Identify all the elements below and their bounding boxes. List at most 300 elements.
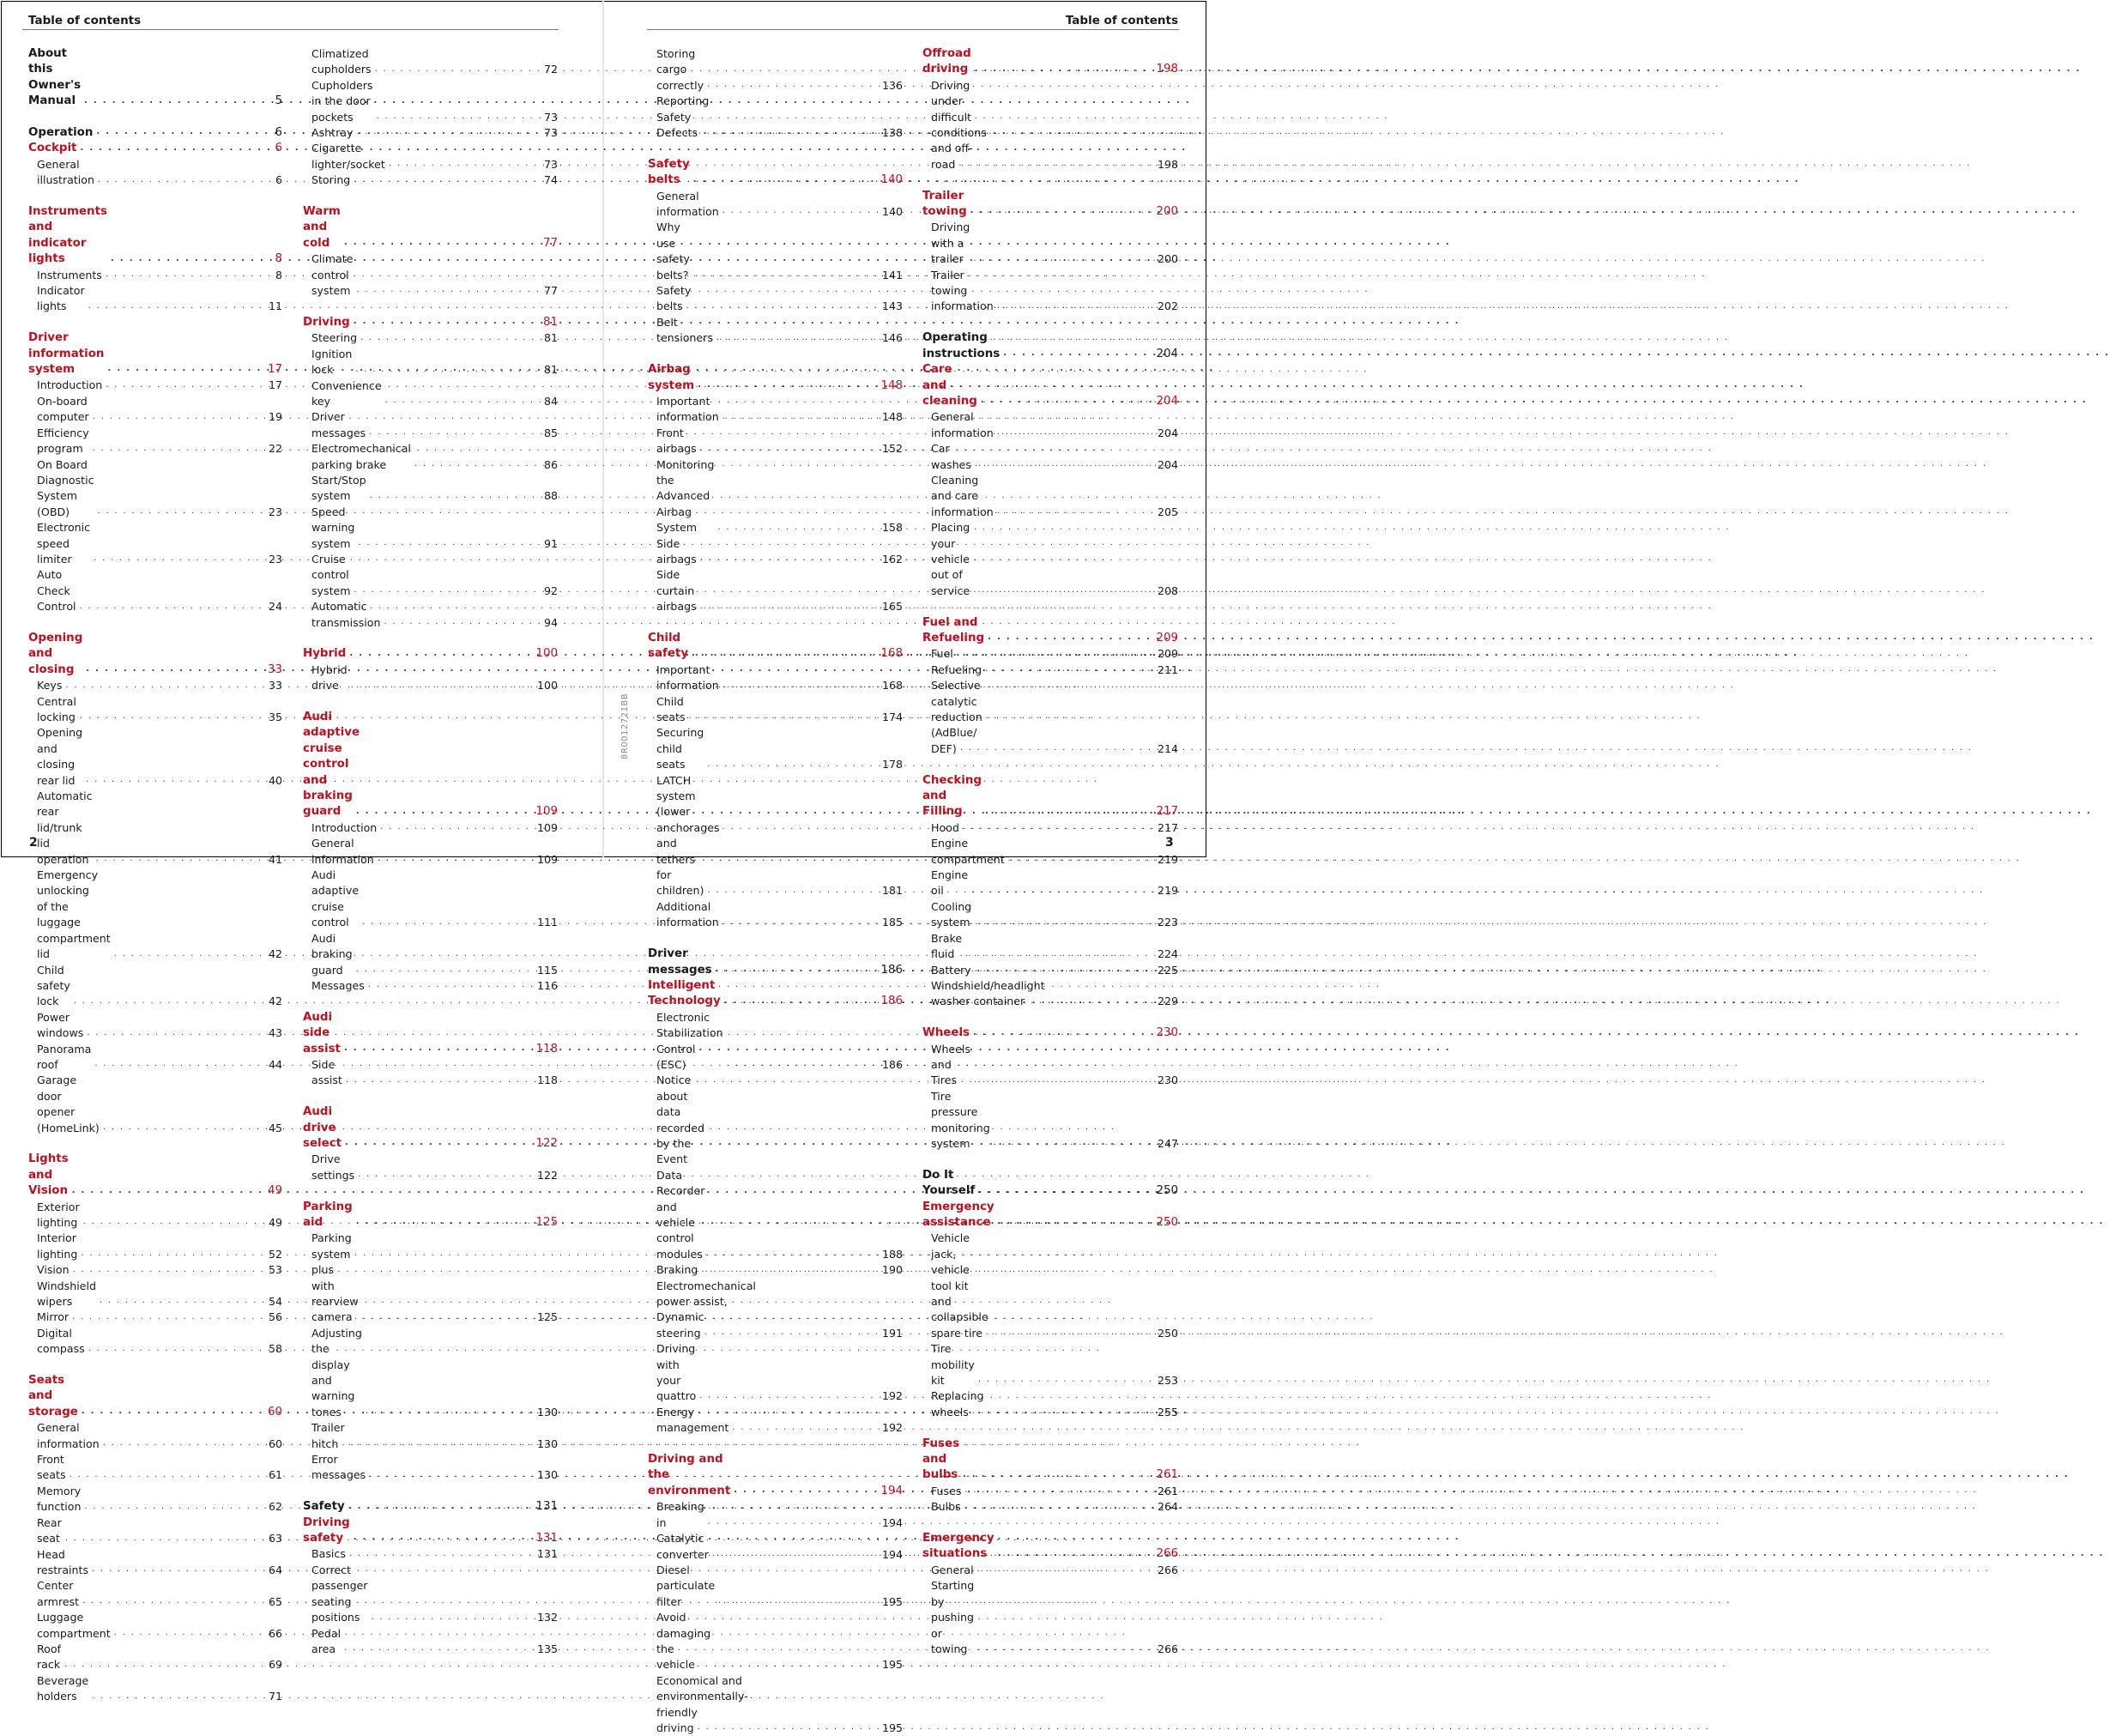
toc-page-number: 186 <box>880 995 903 1008</box>
toc-entry[interactable] <box>922 963 1178 978</box>
toc-page-number: 247 <box>1157 1136 1178 1150</box>
toc-entry[interactable] <box>303 473 558 505</box>
dot-leader <box>114 949 250 959</box>
toc-entry[interactable] <box>648 394 903 426</box>
toc-page-number: 250 <box>1156 1215 1178 1229</box>
dot-leader <box>73 1265 250 1275</box>
toc-entry-title: On Board Diagnostic System (OBD) <box>37 457 94 518</box>
toc-page-number: 6 <box>275 126 282 140</box>
dot-leader <box>1003 348 1146 359</box>
toc-chapter-heading[interactable] <box>28 330 282 378</box>
toc-page-number: 130 <box>536 1405 558 1418</box>
toc-page-number: 168 <box>880 647 903 661</box>
toc-entry[interactable] <box>303 441 558 473</box>
toc-spacer <box>648 141 903 156</box>
toc-entry[interactable] <box>28 378 282 393</box>
toc-entry[interactable] <box>648 220 903 283</box>
toc-part-heading[interactable] <box>303 1499 558 1515</box>
toc-entry[interactable] <box>303 552 558 599</box>
toc-entry[interactable] <box>28 1547 282 1579</box>
toc-page-number: 194 <box>880 1484 903 1497</box>
toc-entry[interactable] <box>922 1388 1178 1420</box>
toc-entry-title: Climatized cupholders <box>311 47 372 76</box>
toc-part-heading[interactable] <box>922 330 1178 362</box>
toc-page-number: 41 <box>268 852 282 866</box>
toc-page-number: 223 <box>1157 916 1178 929</box>
toc-entry[interactable] <box>648 1326 903 1341</box>
toc-entry[interactable] <box>922 1563 1178 1578</box>
toc-entry-title: Car washes <box>931 442 971 471</box>
toc-page-number: 71 <box>268 1690 282 1703</box>
toc-entry-title: General information <box>311 837 374 866</box>
toc-entry[interactable] <box>922 1089 1178 1152</box>
dot-leader <box>88 301 250 312</box>
toc-entry[interactable] <box>922 836 1178 868</box>
toc-entry[interactable] <box>28 268 282 283</box>
toc-entry[interactable] <box>648 1247 903 1262</box>
toc-page-number: 168 <box>881 679 903 693</box>
toc-entry[interactable] <box>28 1042 282 1074</box>
toc-entry[interactable] <box>922 409 1178 441</box>
toc-entry[interactable] <box>28 694 282 726</box>
toc-entry[interactable] <box>648 1279 903 1326</box>
toc-page-number: 66 <box>268 1626 282 1640</box>
toc-entry[interactable] <box>648 536 903 568</box>
toc-entry[interactable] <box>28 1200 282 1231</box>
toc-entry[interactable] <box>28 931 282 963</box>
dot-leader <box>348 1438 525 1449</box>
dot-leader <box>375 64 525 75</box>
toc-entry[interactable] <box>648 1531 903 1563</box>
toc-entry[interactable] <box>303 1546 558 1562</box>
toc-entry-title: Care and cleaning <box>922 363 977 408</box>
toc-entry[interactable] <box>28 394 282 426</box>
right-page-header: Table of contents <box>1065 14 1178 27</box>
dot-leader <box>724 996 870 1007</box>
toc-entry[interactable] <box>648 694 903 726</box>
toc-part-heading[interactable] <box>648 947 903 978</box>
toc-entry[interactable] <box>648 1563 903 1610</box>
toc-entry-title: Exterior lighting <box>37 1200 80 1229</box>
toc-entry-title: Safety <box>303 1500 345 1514</box>
toc-entry[interactable] <box>28 678 282 693</box>
toc-entry[interactable] <box>648 46 903 94</box>
toc-entry[interactable] <box>648 567 903 614</box>
dot-leader <box>93 412 250 422</box>
toc-entry[interactable] <box>648 315 903 347</box>
toc-chapter-heading[interactable] <box>922 1200 1178 1231</box>
toc-entry[interactable] <box>922 520 1178 599</box>
dot-leader <box>998 1549 1146 1559</box>
toc-entry-title: Fuel and Refueling <box>922 615 985 644</box>
toc-page-number: 224 <box>1157 947 1178 961</box>
toc-entry[interactable] <box>648 1610 903 1673</box>
toc-entry[interactable] <box>922 1341 1178 1388</box>
toc-page-number: 109 <box>536 820 558 834</box>
toc-entry-title: Windshield wipers <box>37 1279 96 1309</box>
toc-entry-title: Roof rack <box>37 1642 62 1672</box>
toc-entry[interactable] <box>922 741 1178 757</box>
toc-chapter-heading[interactable] <box>922 1025 1178 1041</box>
toc-entry[interactable] <box>648 189 903 221</box>
toc-entry[interactable] <box>28 963 282 1010</box>
toc-page-number: 195 <box>881 1594 903 1608</box>
toc-entry[interactable] <box>303 1563 558 1626</box>
dot-leader <box>72 1312 250 1322</box>
toc-entry-title: General illustration <box>37 157 94 187</box>
toc-entry[interactable] <box>28 1262 282 1278</box>
dot-leader <box>716 965 870 975</box>
toc-entry[interactable] <box>648 283 903 315</box>
toc-entry[interactable] <box>28 457 282 521</box>
toc-page-number: 100 <box>535 647 558 661</box>
toc-entry[interactable] <box>28 283 282 315</box>
toc-entry[interactable] <box>28 157 282 189</box>
toc-page-number: 56 <box>268 1310 282 1324</box>
toc-entry[interactable] <box>303 141 558 172</box>
toc-entry[interactable] <box>28 1452 282 1484</box>
dot-leader <box>346 1075 525 1086</box>
toc-entry[interactable] <box>303 662 558 694</box>
toc-spacer <box>648 931 903 947</box>
toc-chapter-heading[interactable] <box>303 1104 558 1152</box>
toc-entry[interactable] <box>303 125 558 141</box>
toc-page-number: 165 <box>881 600 903 614</box>
dot-leader <box>973 1028 1146 1038</box>
toc-entry[interactable] <box>28 1578 282 1610</box>
toc-entry-title: Storing <box>311 173 351 187</box>
toc-spacer <box>922 1010 1178 1025</box>
toc-entry[interactable] <box>922 1484 1178 1499</box>
toc-entry[interactable] <box>922 78 1178 157</box>
toc-chapter-heading[interactable] <box>28 1152 282 1199</box>
toc-entry[interactable] <box>303 409 558 441</box>
toc-entry[interactable] <box>648 1262 903 1278</box>
toc-entry[interactable] <box>648 1073 903 1167</box>
dot-leader <box>362 917 525 928</box>
toc-entry[interactable] <box>648 94 903 141</box>
toc-entry-title: Fuses and bulbs <box>922 1437 960 1482</box>
toc-entry-title: Electromechanical parking brake <box>311 442 411 471</box>
toc-page-number: 74 <box>543 173 558 187</box>
toc-part-heading[interactable] <box>28 46 282 110</box>
toc-entry[interactable] <box>922 662 1178 678</box>
toc-page-number: 209 <box>1157 647 1178 661</box>
toc-entry[interactable] <box>303 1452 558 1484</box>
toc-entry[interactable] <box>303 46 558 78</box>
dot-leader <box>356 807 525 817</box>
toc-entry-title: steering <box>656 1326 701 1340</box>
toc-spacer <box>922 1152 1178 1167</box>
toc-chapter-heading[interactable] <box>648 1452 903 1499</box>
toc-entry-title: Braking <box>656 1263 698 1277</box>
toc-entry[interactable] <box>922 1499 1178 1515</box>
toc-chapter-heading[interactable] <box>28 1373 282 1420</box>
toc-entry[interactable] <box>303 978 558 994</box>
toc-page-number: 6 <box>275 142 282 155</box>
toc-entry[interactable] <box>922 868 1178 899</box>
toc-entry[interactable] <box>648 899 903 931</box>
toc-entry[interactable] <box>648 1499 903 1531</box>
dot-leader <box>960 743 1146 753</box>
toc-entry[interactable] <box>648 662 903 694</box>
toc-entry-title: Beverage holders <box>37 1673 89 1703</box>
toc-entry[interactable] <box>303 505 558 552</box>
toc-spacer <box>28 110 282 125</box>
toc-entry[interactable] <box>28 520 282 567</box>
toc-entry-title: Electronic speed limiter <box>37 521 91 566</box>
toc-page-number: 174 <box>881 711 903 724</box>
toc-entry[interactable] <box>303 931 558 978</box>
toc-entry[interactable] <box>28 1642 282 1673</box>
toc-page-number: 141 <box>881 268 903 281</box>
toc-entry[interactable] <box>922 1310 1178 1341</box>
toc-entry[interactable] <box>303 820 558 836</box>
toc-entry-title: Mirror <box>37 1310 70 1324</box>
toc-entry-title: Safety belts <box>648 157 690 187</box>
toc-chapter-heading[interactable] <box>303 1200 558 1231</box>
toc-entry[interactable] <box>303 1057 558 1089</box>
toc-entry[interactable] <box>922 441 1178 473</box>
dot-leader <box>100 1296 250 1306</box>
toc-page-number: 195 <box>881 1658 903 1672</box>
toc-entry[interactable] <box>922 931 1178 963</box>
toc-entry-title: Center armrest <box>37 1579 80 1608</box>
dot-leader <box>80 143 250 154</box>
toc-entry[interactable] <box>303 599 558 631</box>
toc-entry-title: Driving safety <box>303 1515 350 1545</box>
toc-entry[interactable] <box>648 1010 903 1074</box>
toc-chapter-heading[interactable] <box>303 710 558 789</box>
toc-entry[interactable] <box>648 1405 903 1437</box>
toc-chapter-heading[interactable] <box>922 1531 1178 1563</box>
toc-page-number: 91 <box>543 536 558 550</box>
toc-chapter-heading[interactable] <box>303 204 558 251</box>
toc-entry[interactable] <box>303 78 558 125</box>
toc-entry[interactable] <box>922 1042 1178 1089</box>
dot-leader <box>712 127 870 137</box>
toc-chapter-heading[interactable] <box>648 362 903 394</box>
toc-chapter-heading[interactable] <box>648 157 903 189</box>
toc-entry-title: Electromechanical power assist, Dynamic <box>656 1279 756 1324</box>
toc-chapter-heading[interactable] <box>922 615 1178 647</box>
toc-entry-title: Driving with a trailer <box>931 221 970 266</box>
toc-entry[interactable] <box>303 347 558 378</box>
toc-entry-title: Automatic rear lid/trunk lid operation <box>37 789 93 866</box>
toc-entry[interactable] <box>648 1341 903 1405</box>
toc-entry-title: Power windows <box>37 1010 84 1040</box>
toc-entry[interactable] <box>303 1152 558 1183</box>
toc-entry[interactable] <box>648 457 903 536</box>
toc-entry[interactable] <box>922 820 1178 836</box>
dot-leader <box>998 1217 1146 1227</box>
toc-part-heading[interactable] <box>28 125 282 141</box>
toc-entry[interactable] <box>28 1420 282 1452</box>
toc-entry[interactable] <box>303 1326 558 1420</box>
toc-entry-title: Efficiency program <box>37 426 89 456</box>
toc-entry-title: Hybrid <box>303 647 347 661</box>
toc-chapter-heading[interactable] <box>28 141 282 156</box>
toc-entry[interactable] <box>648 773 903 852</box>
toc-entry-title: Rear seat <box>37 1515 62 1545</box>
toc-entry[interactable] <box>303 836 558 868</box>
dot-leader <box>74 996 250 1007</box>
toc-entry[interactable] <box>28 725 282 789</box>
toc-entry[interactable] <box>28 789 282 868</box>
dot-leader <box>1049 996 1146 1007</box>
toc-chapter-heading[interactable] <box>303 789 558 820</box>
toc-entry[interactable] <box>28 1610 282 1642</box>
dot-leader <box>701 1265 870 1275</box>
toc-entry-title: Child safety lock <box>37 963 70 1008</box>
dot-leader <box>366 1406 525 1417</box>
toc-entry[interactable] <box>28 1515 282 1547</box>
dot-leader <box>722 206 870 216</box>
toc-page-number: 208 <box>1157 584 1178 597</box>
toc-entry[interactable] <box>28 1073 282 1136</box>
toc-entry[interactable] <box>303 1420 558 1452</box>
toc-entry[interactable] <box>922 268 1178 315</box>
toc-chapter-heading[interactable] <box>922 362 1178 409</box>
toc-chapter-heading[interactable] <box>922 189 1178 221</box>
toc-entry[interactable] <box>922 678 1178 741</box>
toc-entry[interactable] <box>922 646 1178 662</box>
toc-page-number: 84 <box>543 394 558 408</box>
toc-entry-title: Cooling system <box>931 899 972 929</box>
toc-entry[interactable] <box>303 1231 558 1325</box>
toc-entry[interactable] <box>303 172 558 188</box>
toc-entry[interactable] <box>648 852 903 899</box>
toc-page-number: 188 <box>881 1247 903 1261</box>
dot-leader <box>81 1249 250 1259</box>
dot-leader <box>354 1533 525 1543</box>
toc-entry[interactable] <box>922 978 1178 1010</box>
dot-leader <box>708 1517 870 1527</box>
toc-entry[interactable] <box>28 567 282 614</box>
toc-entry-title: Engine oil <box>931 868 969 898</box>
toc-entry[interactable] <box>28 426 282 457</box>
toc-entry-title: Trailer towing information <box>931 268 994 313</box>
toc-chapter-heading[interactable] <box>922 46 1178 78</box>
toc-page-number: 49 <box>267 1184 282 1198</box>
toc-chapter-heading[interactable] <box>28 631 282 678</box>
toc-entry[interactable] <box>303 251 558 299</box>
toc-page-number: 52 <box>268 1247 282 1261</box>
toc-entry[interactable] <box>28 1326 282 1358</box>
dot-leader <box>80 602 250 612</box>
toc-entry[interactable] <box>28 1279 282 1310</box>
toc-chapter-heading[interactable] <box>28 204 282 268</box>
toc-page-number: 85 <box>543 426 558 439</box>
toc-entry[interactable] <box>648 426 903 457</box>
toc-entry-title: Safety belts <box>656 284 692 313</box>
dot-leader <box>371 1612 525 1623</box>
toc-chapter-heading[interactable] <box>303 315 558 330</box>
dot-leader <box>92 1564 250 1575</box>
toc-entry[interactable] <box>303 378 558 410</box>
dot-leader <box>354 317 525 327</box>
toc-page-number: 230 <box>1156 1026 1178 1040</box>
toc-entry[interactable] <box>303 330 558 346</box>
dot-leader <box>997 427 1146 438</box>
toc-chapter-heading[interactable] <box>922 773 1178 820</box>
toc-page-number: 44 <box>268 1057 282 1071</box>
toc-page-number: 45 <box>268 1121 282 1134</box>
toc-entry[interactable] <box>648 1673 903 1721</box>
toc-entry-title: Operation <box>28 126 94 140</box>
toc-entry-title: General <box>931 1563 974 1576</box>
dot-leader <box>722 680 870 691</box>
toc-page-number: 186 <box>881 1057 903 1071</box>
toc-chapter-heading[interactable] <box>648 978 903 1010</box>
dot-leader <box>992 1328 1146 1338</box>
toc-spacer <box>303 1183 558 1199</box>
toc-entry[interactable] <box>648 725 903 772</box>
toc-entry-title: driving <box>656 1721 694 1734</box>
toc-chapter-heading[interactable] <box>922 1437 1178 1484</box>
toc-entry-title: Driver information system <box>28 331 105 377</box>
toc-entry-title: compartment lid <box>37 931 111 961</box>
toc-chapter-heading[interactable] <box>648 631 903 662</box>
toc-entry-title: Securing child seats <box>656 726 704 771</box>
toc-page-number: 33 <box>267 662 282 676</box>
toc-entry[interactable] <box>922 1578 1178 1657</box>
dot-leader <box>344 1043 525 1054</box>
toc-page-number: 131 <box>535 1532 558 1545</box>
toc-entry[interactable] <box>922 1231 1178 1310</box>
toc-page-number: 81 <box>542 315 558 329</box>
toc-entry[interactable] <box>922 157 1178 172</box>
dot-leader <box>707 886 870 896</box>
toc-chapter-heading[interactable] <box>303 1010 558 1057</box>
toc-entry[interactable] <box>922 899 1178 931</box>
toc-entry[interactable] <box>648 1168 903 1247</box>
toc-page-number: 115 <box>536 963 558 977</box>
toc-part-heading[interactable] <box>922 1168 1178 1200</box>
toc-chapter-heading[interactable] <box>303 646 558 662</box>
toc-entry-title: Child seats <box>656 694 686 724</box>
toc-page-number: 266 <box>1157 1642 1178 1655</box>
toc-chapter-heading[interactable] <box>303 1515 558 1547</box>
toc-entry-title: Messages <box>311 978 365 992</box>
toc-page-number: 194 <box>881 1547 903 1561</box>
dot-leader <box>356 965 525 975</box>
toc-entry-title: Interior lighting <box>37 1231 78 1261</box>
toc-entry-title: General information <box>37 1421 100 1450</box>
toc-entry[interactable] <box>28 1010 282 1042</box>
toc-page-number: 94 <box>543 615 558 629</box>
toc-entry[interactable] <box>303 868 558 931</box>
dot-leader <box>93 444 250 454</box>
toc-entry[interactable] <box>28 1673 282 1705</box>
toc-entry-title: Vision <box>37 1263 70 1277</box>
dot-leader <box>699 1391 870 1401</box>
toc-entry-title: Opening and closing <box>28 631 83 676</box>
toc-entry[interactable] <box>28 1310 282 1325</box>
spine-code: 8R0012721BB <box>620 693 630 759</box>
toc-entry[interactable] <box>648 1721 903 1736</box>
toc-entry[interactable] <box>28 1231 282 1262</box>
toc-entry[interactable] <box>28 1484 282 1515</box>
toc-entry[interactable] <box>922 220 1178 267</box>
dot-leader <box>111 254 250 264</box>
toc-entry[interactable] <box>922 473 1178 520</box>
toc-entry[interactable] <box>28 868 282 931</box>
left-page-number: 2 <box>29 836 38 850</box>
toc-entry[interactable] <box>303 1626 558 1658</box>
toc-page-number: 194 <box>881 1515 903 1529</box>
left-header-rule <box>22 29 559 30</box>
